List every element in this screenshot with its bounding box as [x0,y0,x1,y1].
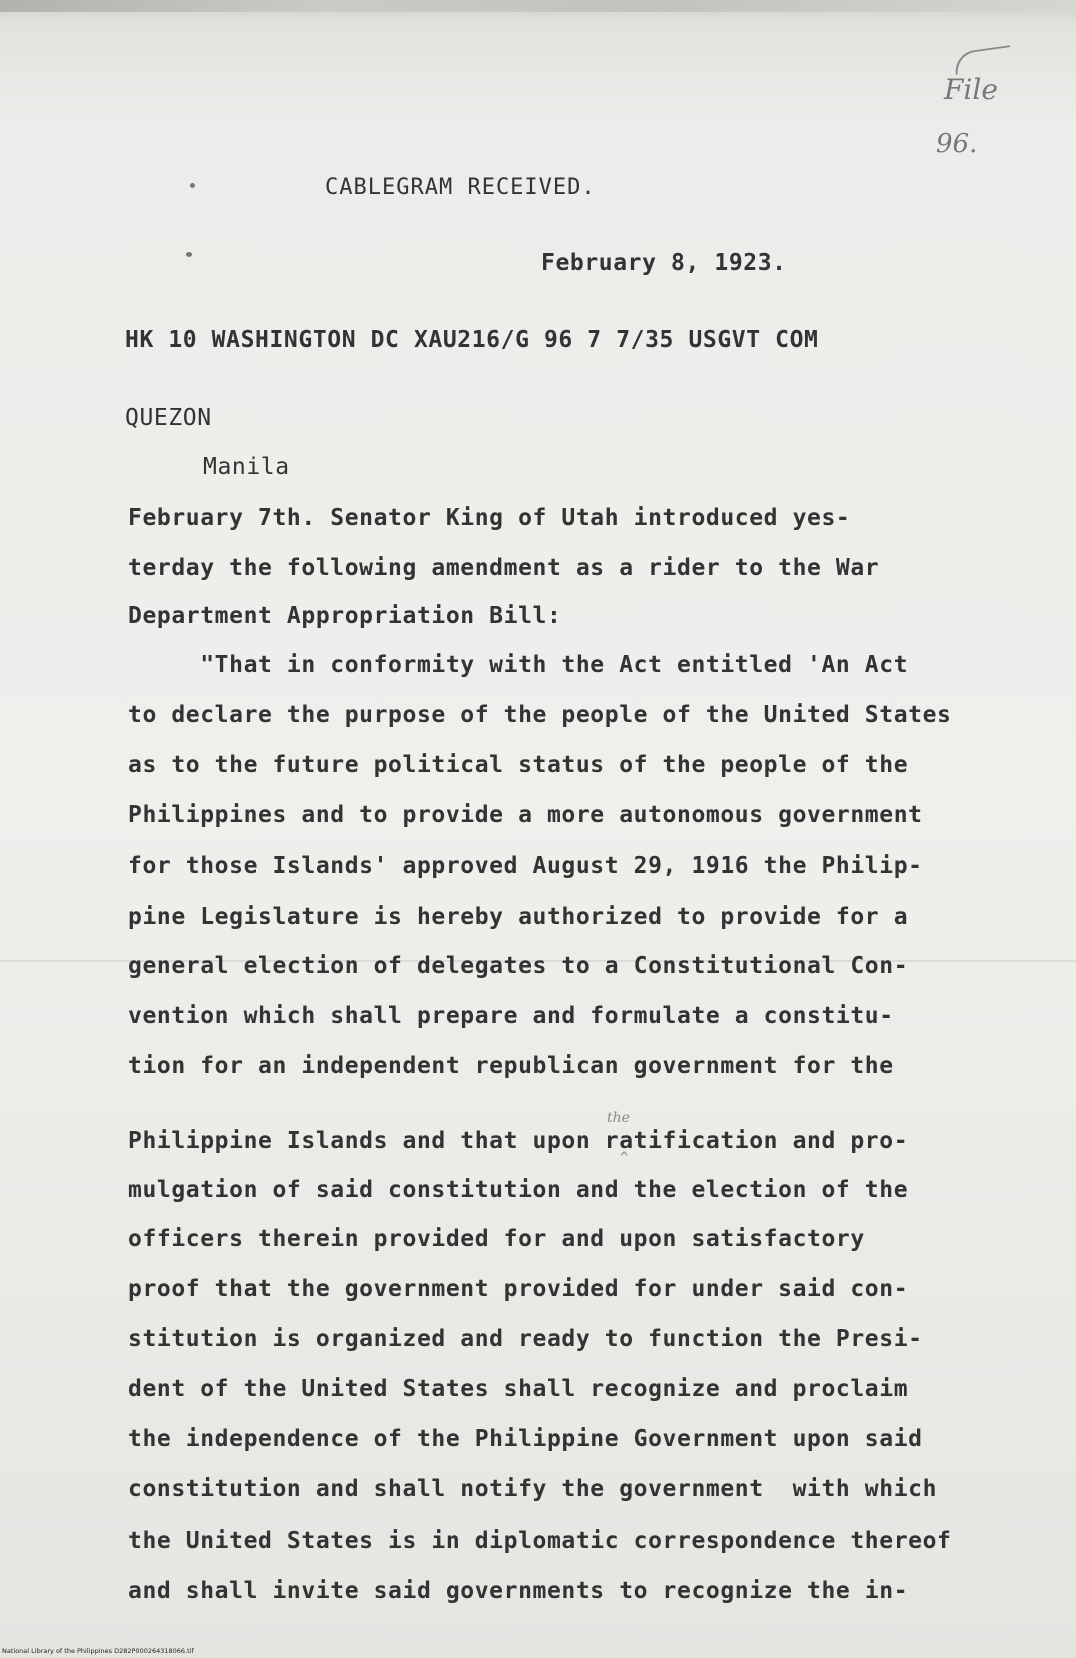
pen-stroke [953,45,1013,75]
body-line: as to the future political status of the people of the [128,752,909,778]
document-date: February 8, 1923. [541,250,787,276]
body-line: for those Islands' approved August 29, 1916 the Philip- [128,853,923,879]
insertion-caret: ^ [620,1150,629,1166]
scan-top-edge [0,0,1076,12]
handwritten-insertion: the [607,1110,630,1126]
body-line: terday the following amendment as a rider to the War [128,555,880,581]
location: Manila [203,454,290,480]
body-line: "That in conformity with the Act entitled 'An Act [128,652,909,678]
body-line: the independence of the Philippine Government upon said [128,1426,923,1452]
ink-spot [190,183,195,188]
annotation-line-2: 96. [936,129,978,159]
body-line: stitution is organized and ready to function the Presi- [128,1326,923,1352]
body-line: tion for an independent republican government for the [128,1053,894,1079]
body-line: pine Legislature is hereby authorized to provide for a [128,904,909,930]
body-line: mulgation of said constitution and the election of the [128,1177,909,1203]
body-line: general election of delegates to a Constitutional Con- [128,953,909,979]
body-line: February 7th. Senator King of Utah introduced yes- [128,505,851,531]
body-line: officers therein provided for and upon satisfactory [128,1226,865,1252]
annotation-line-1: File [944,73,998,106]
body-line: the United States is in diplomatic correspondence thereof [128,1528,952,1554]
body-line: Philippine Islands and that upon ratification and pro- [128,1128,909,1154]
body-line: and shall invite said governments to recognize the in- [128,1578,909,1604]
ink-spot [186,252,192,257]
body-line: vention which shall prepare and formulate a constitu- [128,1003,894,1029]
cable-header-codes: HK 10 WASHINGTON DC XAU216/G 96 7 7/35 USGVT COM [125,327,819,353]
body-line: dent of the United States shall recognize and proclaim [128,1376,909,1402]
body-line: to declare the purpose of the people of the United States [128,702,952,728]
scan-footer: National Library of the Philippines D282P000264318066.tif [2,1647,194,1655]
body-line: Department Appropriation Bill: [128,603,562,629]
body-line: constitution and shall notify the government with which [128,1476,938,1502]
body-line: Philippines and to provide a more autonomous government [128,802,923,828]
document-heading: CABLEGRAM RECEIVED. [325,175,596,200]
handwritten-annotation [936,45,1026,159]
body-line: proof that the government provided for under said con- [128,1276,909,1302]
addressee: QUEZON [125,405,212,431]
